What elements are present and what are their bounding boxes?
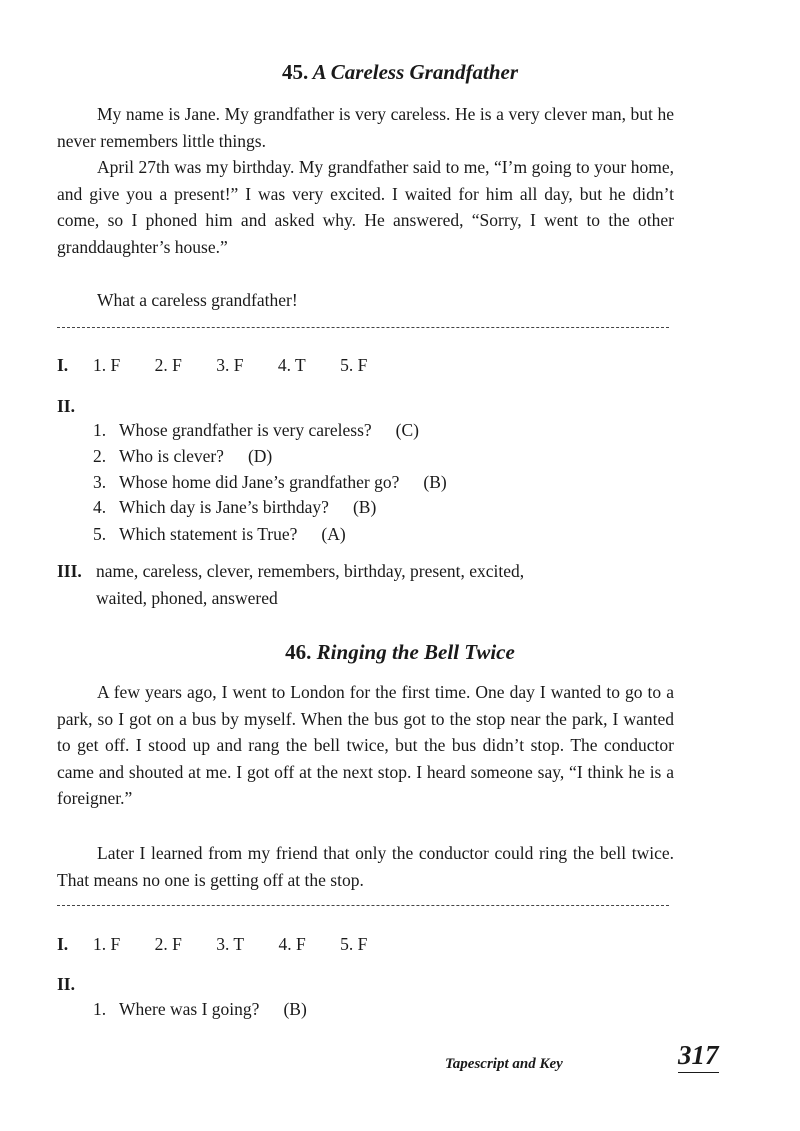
question-answer: (A) — [321, 524, 346, 544]
question-answer: (B) — [283, 999, 307, 1019]
question-answer: (B) — [352, 497, 377, 517]
question-row — [93, 472, 447, 493]
answer-item: 2. F — [154, 934, 182, 954]
lesson-45-title — [0, 60, 800, 85]
lesson-46-section-1-answers — [93, 934, 397, 955]
answer-item: 5. F — [340, 934, 368, 954]
page-number: 317 — [678, 1040, 719, 1073]
question-row — [93, 420, 419, 441]
lesson-45-number: 45. — [281, 60, 309, 84]
lesson-45-section-1-answers — [93, 355, 397, 376]
lesson-45-section-3-line-2: waited, phoned, answered — [96, 588, 278, 608]
question-text: Whose home did Jane’s grandfather go? — [119, 472, 400, 492]
answer-item: 3. T — [216, 934, 245, 954]
question-row — [93, 524, 346, 545]
answer-item: 5. F — [340, 355, 368, 375]
divider-46 — [57, 905, 669, 906]
lesson-46-number: 46. — [285, 640, 312, 664]
lesson-46-paragraph-1: A few years ago, I went to London for the first time. One day I wanted to go to a park, so I got on a bus by myself. When the bus got to the stop near the park, I wanted to get off. I stood up and rang the bell twice, but the bus didn’t stop. The conductor came and shouted at me. I got off at the next stop. I heard someone say, “I think he is a foreigner.” — [57, 682, 674, 808]
question-number: 2. — [93, 446, 107, 466]
answer-item: 4. T — [277, 355, 306, 375]
lesson-45-section-2-label: II. — [57, 396, 75, 416]
question-number: 4. — [93, 497, 107, 517]
question-text: Which day is Jane’s birthday? — [119, 497, 329, 517]
question-text: Where was I going? — [119, 999, 260, 1019]
footer-label: Tapescript and Key — [445, 1056, 563, 1072]
question-answer: (C) — [395, 420, 419, 440]
answer-item: 2. F — [154, 355, 182, 375]
question-number: 1. — [93, 999, 107, 1019]
question-number: 1. — [93, 420, 107, 440]
question-row — [93, 999, 307, 1020]
answer-item: 3. F — [216, 355, 244, 375]
question-row — [93, 446, 272, 467]
question-row — [93, 497, 376, 518]
lesson-46-title-text: Ringing the Bell Twice — [316, 640, 515, 664]
question-number: 3. — [93, 472, 107, 492]
lesson-46-section-1-label: I. — [57, 934, 69, 954]
lesson-45-paragraph-1: My name is Jane. My grandfather is very careless. He is a very clever man, but he never remembers little things. — [57, 104, 674, 151]
question-text: Which statement is True? — [119, 524, 298, 544]
lesson-45-paragraph-3: What a careless grandfather! — [97, 290, 298, 310]
question-number: 5. — [93, 524, 107, 544]
lesson-46-section-2-label: II. — [57, 974, 75, 994]
lesson-46-paragraph-2: Later I learned from my friend that only the conductor could ring the bell twice. That means no one is getting off at the stop. — [57, 843, 674, 890]
lesson-45-paragraph-2: April 27th was my birthday. My grandfather said to me, “I’m going to your home, and give you a present!” I was very excited. I waited for him all day, but he didn’t come, so I phoned him and asked why. He answered, “Sorry, I went to the other granddaughter’s house.” — [57, 157, 674, 257]
question-text: Whose grandfather is very careless? — [119, 420, 372, 440]
answer-item: 1. F — [93, 934, 121, 954]
divider-45 — [57, 327, 669, 328]
question-answer: (D) — [247, 446, 273, 466]
answer-item: 4. F — [278, 934, 306, 954]
lesson-45-section-1-label: I. — [57, 355, 69, 375]
answer-item: 1. F — [93, 355, 121, 375]
lesson-45-title-text: A Careless Grandfather — [312, 60, 519, 84]
question-answer: (B) — [423, 472, 447, 492]
lesson-45-section-3-label: III. — [57, 561, 82, 581]
lesson-45-section-3-line-1: name, careless, clever, remembers, birthday, present, excited, — [96, 561, 525, 581]
question-text: Who is clever? — [119, 446, 224, 466]
lesson-46-title — [0, 640, 800, 665]
